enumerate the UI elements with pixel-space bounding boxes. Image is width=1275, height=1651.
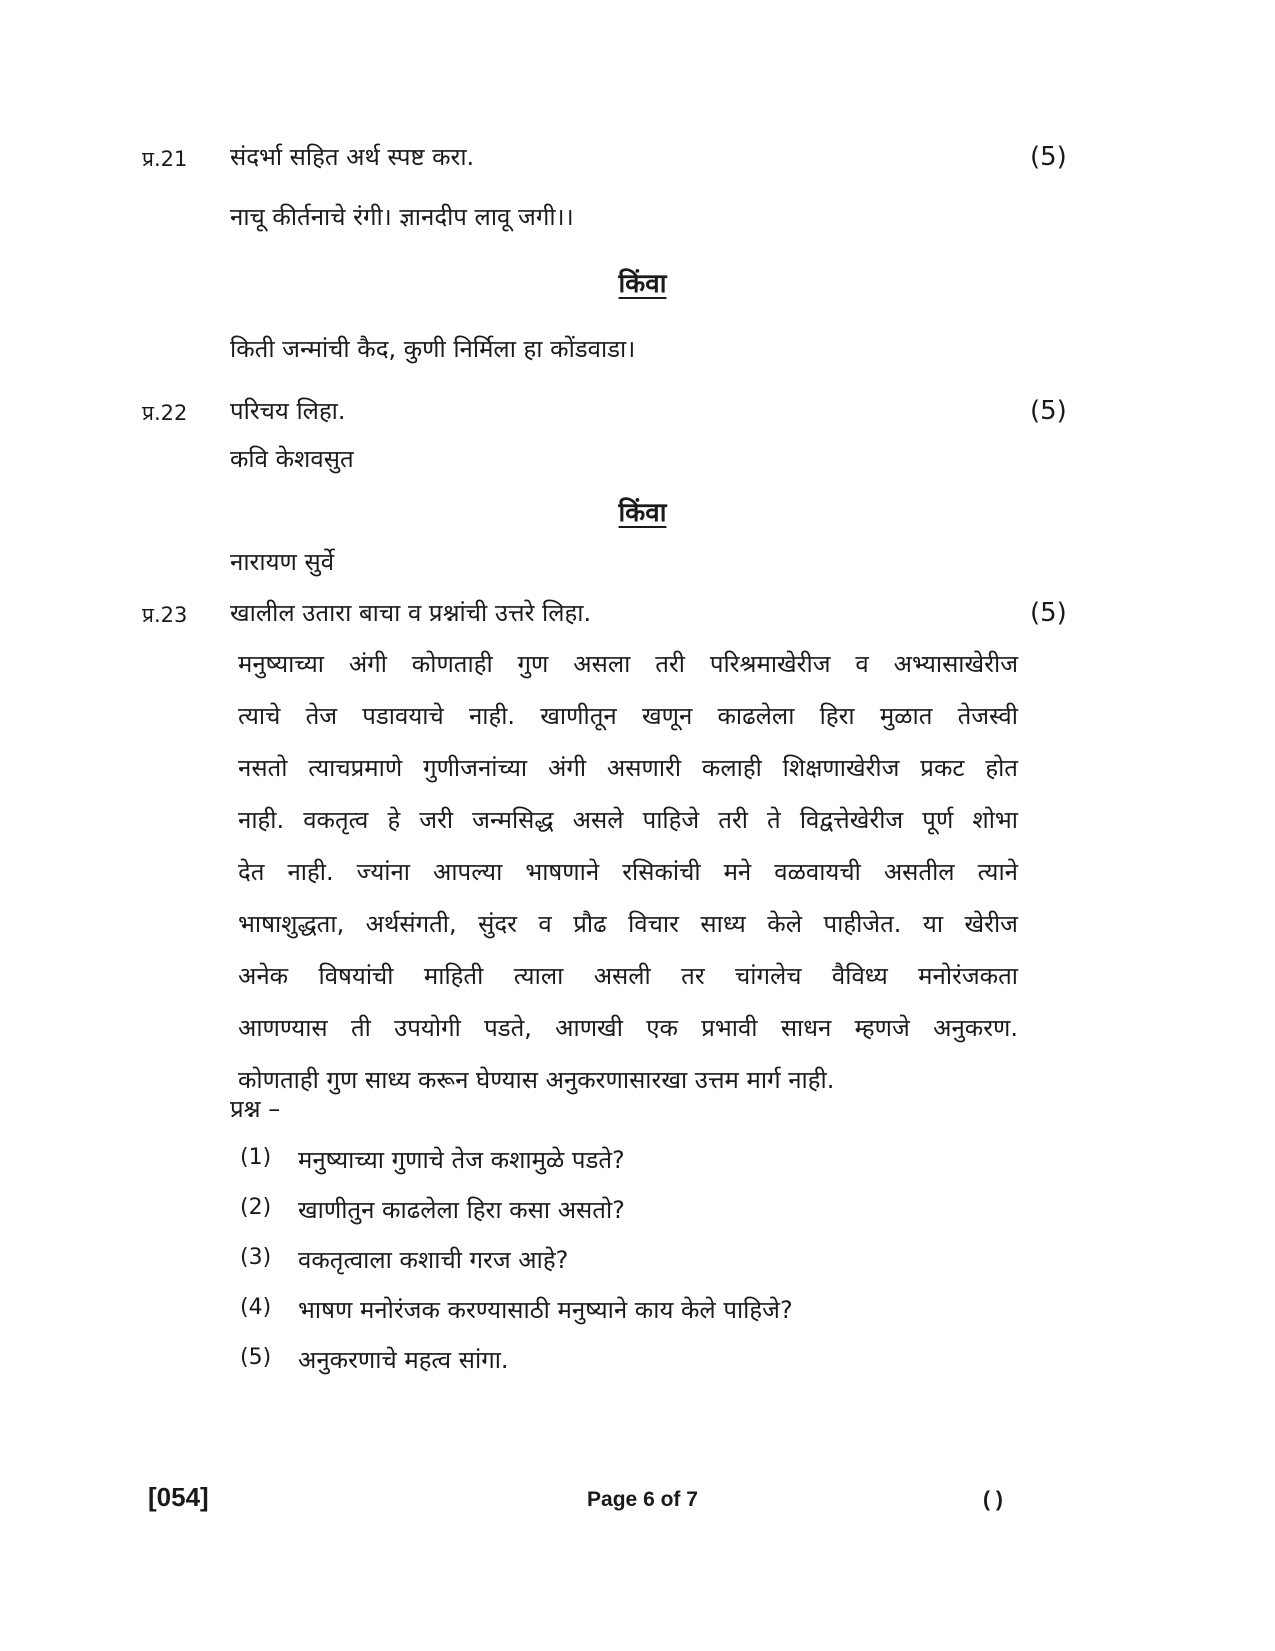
q23-sub5-text: अनुकरणाचे महत्व सांगा. (298, 1346, 509, 1374)
passage-line: कोणताही गुण साध्य करून घेण्यास अनुकरणासारखा उत्तम मार्ग नाही. (238, 1066, 835, 1094)
q23-sub4-number: (4) (240, 1295, 272, 1320)
q23-instruction: खालील उतारा बाचा व प्रश्नांची उत्तरे लिहा. (230, 599, 592, 627)
q23-sub5-number: (5) (240, 1345, 272, 1370)
q22-number: प्र.22 (142, 401, 188, 425)
passage-line: भाषाशुद्धता, अर्थसंगती, सुंदर व प्रौढ विचार साध्य केले पाहीजेत. या खेरीज (238, 910, 1018, 938)
q21-number: प्र.21 (142, 147, 188, 171)
q23-sub1-number: (1) (240, 1145, 272, 1170)
q22-or: किंवा (618, 498, 667, 528)
q22-option1: कवि केशवसुत (230, 445, 354, 473)
passage-line: आणण्यास ती उपयोगी पडते, आणखी एक प्रभावी साधन म्हणजे अनुकरण. (238, 1014, 1018, 1042)
q21-line2: किती जन्मांची कैद, कुणी निर्मिला हा कोंडवाडा। (230, 335, 636, 363)
footer-parentheses: ( ) (983, 1488, 1003, 1511)
passage-line: त्याचे तेज पडावयाचे नाही. खाणीतून खणून काढलेला हिरा मुळात तेजस्वी (238, 702, 1018, 730)
q23-sub4-text: भाषण मनोरंजक करण्यासाठी मनुष्याने काय केले पाहिजे? (298, 1296, 793, 1324)
q23-sub3-text: वकतृत्वाला कशाची गरज आहे? (298, 1246, 569, 1274)
passage-line: नाही. वकतृत्व हे जरी जन्मसिद्ध असले पाहिजे तरी ते विद्वत्तेखेरीज पूर्ण शोभा (238, 806, 1018, 834)
q22-instruction: परिचय लिहा. (230, 397, 346, 425)
q23-sub3-number: (3) (240, 1245, 272, 1270)
q22-option2: नारायण सुर्वे (230, 548, 335, 576)
q23-sub2-text: खाणीतुन काढलेला हिरा कसा असतो? (298, 1196, 625, 1224)
passage-line: मनुष्याच्या अंगी कोणताही गुण असला तरी परिश्रमाखेरीज व अभ्यासाखेरीज (238, 650, 1018, 678)
passage-line: अनेक विषयांची माहिती त्याला असली तर चांगलेच वैविध्य मनोरंजकता (238, 962, 1018, 990)
q23-sub2-number: (2) (240, 1195, 272, 1220)
q21-instruction: संदर्भा सहित अर्थ स्पष्ट करा. (230, 143, 475, 171)
q23-number: प्र.23 (142, 603, 188, 627)
q23-questions-label: प्रश्न – (230, 1095, 281, 1123)
q21-line1: नाचू कीर्तनाचे रंगी। ज्ञानदीप लावू जगी।। (230, 203, 574, 231)
q23-marks: (5) (1030, 598, 1067, 628)
q21-or: किंवा (618, 269, 667, 299)
passage-line: देत नाही. ज्यांना आपल्या भाषणाने रसिकांची मने वळवायची असतील त्याने (238, 858, 1018, 886)
passage-line: नसतो त्याचप्रमाणे गुणीजनांच्या अंगी असणारी कलाही शिक्षणाखेरीज प्रकट होत (238, 754, 1018, 782)
paper-code: [054] (148, 1482, 209, 1512)
q23-passage (238, 638, 1018, 1106)
q21-marks: (5) (1030, 142, 1067, 172)
page-number: Page 6 of 7 (587, 1488, 698, 1511)
q22-marks: (5) (1030, 396, 1067, 426)
q23-sub1-text: मनुष्याच्या गुणाचे तेज कशामुळे पडते? (298, 1146, 625, 1174)
